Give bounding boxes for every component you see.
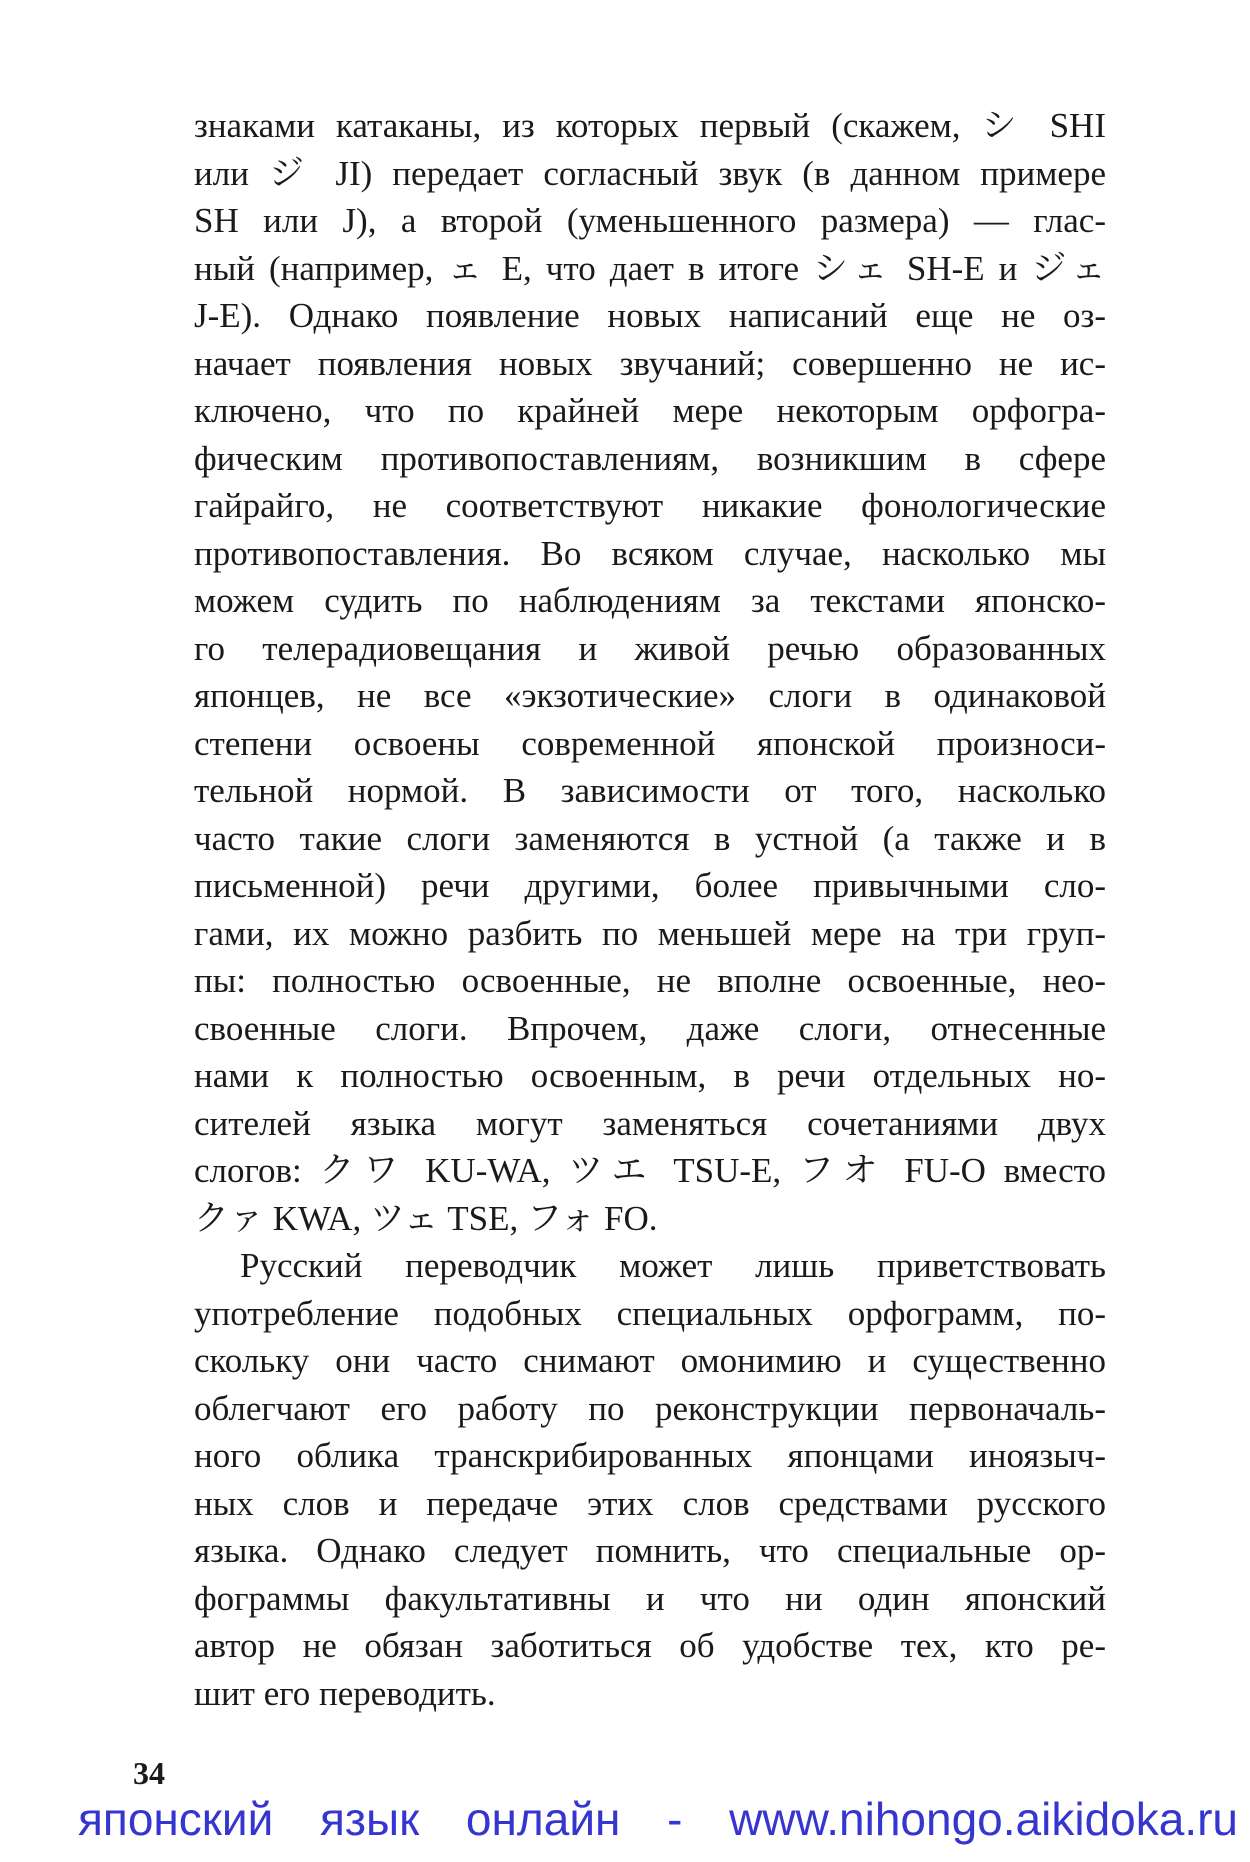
paragraph-end-line: クァ KWA, ツェ TSE, フォ FO. bbox=[194, 1198, 658, 1238]
paragraph-start-line: Русский переводчик может лишь приветствовать bbox=[240, 1246, 1106, 1285]
text-line: SH или J), а второй (уменьшенного размера) — глас- bbox=[194, 201, 1106, 240]
paragraph-end-line: шит его переводить. bbox=[194, 1673, 496, 1713]
text-line: скольку они часто снимают омонимию и существенно bbox=[194, 1341, 1106, 1380]
body-text bbox=[194, 102, 1106, 1717]
text-line: сителей языка могут заменяться сочетаниями двух bbox=[194, 1103, 1106, 1143]
text-line: пы: полностью освоенные, не вполне освоенные, нео- bbox=[194, 961, 1106, 1000]
text-line: языка. Однако следует помнить, что специальные ор- bbox=[194, 1531, 1106, 1570]
text-line: ных слов и передаче этих слов средствами русского bbox=[194, 1483, 1106, 1523]
text-line: можем судить по наблюдениям за текстами японско- bbox=[194, 581, 1106, 620]
text-line: часто такие слоги заменяются в устной (а также и в bbox=[194, 818, 1106, 858]
text-line: J-E). Однако появление новых написаний еще не оз- bbox=[194, 296, 1106, 335]
text-line: употребление подобных специальных орфограмм, по- bbox=[194, 1293, 1106, 1333]
page-number: 34 bbox=[133, 1755, 165, 1791]
text-line: японцев, не все «экзотические» слоги в одинаковой bbox=[194, 676, 1106, 715]
text-line: ного облика транскрибированных японцами иноязыч- bbox=[194, 1436, 1106, 1475]
text-line: своенные слоги. Впрочем, даже слоги, отнесенные bbox=[194, 1008, 1106, 1048]
text-line: гайрайго, не соответствуют никакие фонологические bbox=[194, 486, 1106, 525]
text-line: или ジ JI) передает согласный звук (в данном примере bbox=[194, 153, 1106, 193]
text-line: тельной нормой. В зависимости от того, насколько bbox=[194, 771, 1106, 810]
text-line: облегчают его работу по реконструкции первоначаль- bbox=[194, 1388, 1106, 1428]
text-line: начает появления новых звучаний; совершенно не ис- bbox=[194, 343, 1106, 383]
text-line: нами к полностью освоенным, в речи отдельных но- bbox=[194, 1056, 1106, 1095]
text-line: письменной) речи другими, более привычными сло- bbox=[194, 866, 1106, 905]
text-line: противопоставления. Во всяком случае, насколько мы bbox=[194, 533, 1106, 573]
text-line: фическим противопоставлениям, возникшим в сфере bbox=[194, 438, 1106, 478]
text-line: го телерадиовещания и живой речью образованных bbox=[194, 628, 1106, 668]
text-line: степени освоены современной японской произноси- bbox=[194, 723, 1106, 763]
website-footer-link[interactable]: японский язык онлайн - www.nihongo.aikidoka.ru bbox=[78, 1793, 1238, 1845]
text-line: автор не обязан заботиться об удобстве тех, кто ре- bbox=[194, 1626, 1106, 1665]
text-line: знаками катаканы, из которых первый (скажем, シ SHI bbox=[194, 106, 1106, 145]
text-line: слогов: クワ KU-WA, ツエ TSU-E, フオ FU-O вместо bbox=[194, 1151, 1106, 1190]
text-line: ключено, что по крайней мере некоторым орфогра- bbox=[194, 391, 1106, 430]
text-line: гами, их можно разбить по меньшей мере на три груп- bbox=[194, 913, 1106, 953]
text-line: ный (например, ェ E, что дает в итоге シェ SH-E и ジェ bbox=[194, 248, 1106, 288]
text-line: фограммы факультативны и что ни один японский bbox=[194, 1578, 1106, 1618]
